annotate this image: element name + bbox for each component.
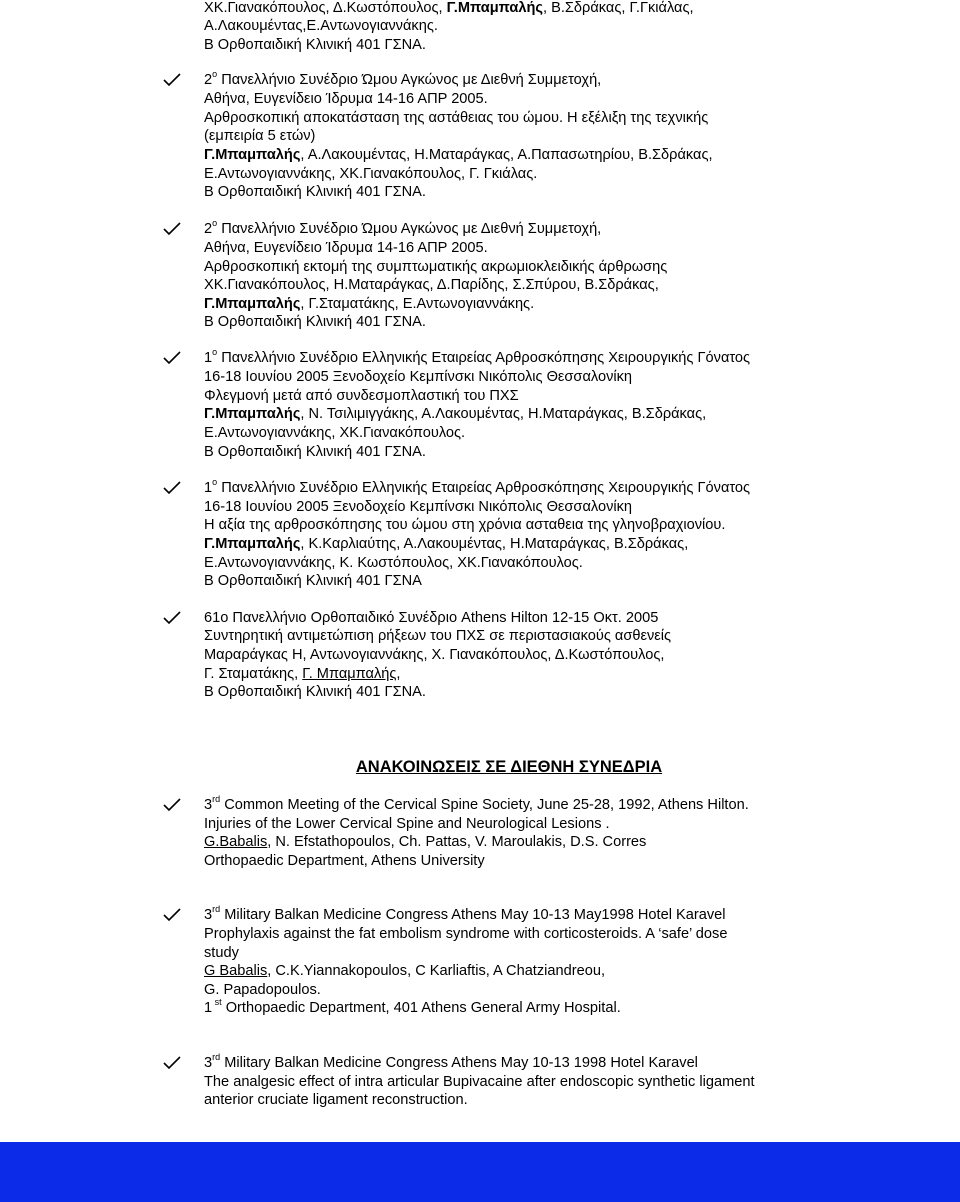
conference-name: Πανελλήνιο Συνέδριο Ώμου Αγκώνος με Διεθνή Συμμετοχή, xyxy=(217,72,602,88)
entry-5-line-3: Μαραράγκας Η, Αντωνογιαννάκης, Χ. Γιανακόπουλος, Δ.Κωστόπουλος, xyxy=(204,647,665,663)
ordinal-number: 1 xyxy=(204,480,213,496)
checkmark-icon xyxy=(162,610,184,628)
entry-5-line-5: Β Ορθοπαιδική Κλινική 401 ΓΣΝΑ. xyxy=(204,684,426,700)
entry-3-line-2: 16-18 Ιουνίου 2005 Ξενοδοχείο Κεμπίνσκι Νικόπολις Θεσσαλονίκη xyxy=(204,369,633,385)
authors-text: , N. Efstathopoulos, Ch. Pattas, V. Maroulakis, D.S. Corres xyxy=(267,834,647,850)
intl-3-line-2: The analgesic effect of intra articular Bupivacaine after endoscopic synthetic ligament xyxy=(204,1074,755,1090)
ordinal-number: 3 xyxy=(204,1055,213,1071)
footer-bar xyxy=(0,1142,960,1202)
ordinal-number: 3 xyxy=(204,797,213,813)
highlighted-author: Γ.Μπαμπαλής xyxy=(204,406,301,422)
entry-5-line-1: 61ο Πανελλήνιο Ορθοπαιδικό Συνέδριο Athens Hilton 12-15 Οκτ. 2005 xyxy=(204,610,659,626)
intl-1-line-3 xyxy=(204,834,646,852)
highlighted-author: G Babalis xyxy=(204,963,268,979)
entry-4-line-3: Η αξία της αρθροσκόπησης του ώμου στη χρόνια ασταθεια της γληνοβραχιονίου. xyxy=(204,517,726,533)
highlighted-author: Γ.Μπαμπαλής xyxy=(446,0,543,16)
intl-2-line-4 xyxy=(204,963,605,981)
entry-1-line-7: Β Ορθοπαιδική Κλινική 401 ΓΣΝΑ. xyxy=(204,184,426,200)
ordinal-suffix: ο xyxy=(212,477,218,488)
entry-3-line-6: Β Ορθοπαιδική Κλινική 401 ΓΣΝΑ. xyxy=(204,444,426,460)
entry-3-line-4 xyxy=(204,406,706,424)
top-line-2: Α.Λακουμέντας,Ε.Αντωνογιαννάκης. xyxy=(204,18,438,34)
ordinal-suffix: rd xyxy=(212,1052,221,1063)
entry-1-line-5 xyxy=(204,147,713,165)
highlighted-author: Γ. Μπαμπαλής xyxy=(302,666,397,682)
highlighted-author: Γ.Μπαμπαλής xyxy=(204,296,301,312)
entry-3-line-5: Ε.Αντωνογιαννάκης, ΧΚ.Γιανακόπουλος. xyxy=(204,425,466,441)
intl-1-line-1 xyxy=(204,794,749,815)
conference-name: Πανελλήνιο Συνέδριο Ελληνικής Εταιρείας Αρθροσκόπησης Χειρουργικής Γόνατος xyxy=(217,480,751,496)
intl-1-line-4: Orthopaedic Department, Athens University xyxy=(204,853,485,869)
ordinal-suffix: rd xyxy=(212,904,221,915)
checkmark-icon xyxy=(162,907,184,925)
entry-5-line-2: Συντηρητική αντιμετώπιση ρήξεων του ΠΧΣ σε περιστασιακούς ασθενείς xyxy=(204,628,672,644)
authors-text: Γ. Σταματάκης, xyxy=(204,666,303,682)
conference-name: Πανελλήνιο Συνέδριο Ώμου Αγκώνος με Διεθνή Συμμετοχή, xyxy=(217,221,602,237)
entry-3-line-3: Φλεγμονή μετά από συνδεσμοπλαστική του ΠΧΣ xyxy=(204,388,519,404)
entry-2-line-3: Αρθροσκοπική εκτομή της συμπτωματικής ακρωμιοκλειδικής άρθρωσης xyxy=(204,259,668,275)
highlighted-author: Γ.Μπαμπαλής xyxy=(204,147,301,163)
checkmark-icon xyxy=(162,350,184,368)
intl-3-line-1 xyxy=(204,1052,698,1073)
ordinal-suffix: rd xyxy=(212,794,221,805)
entry-1-line-2: Αθήνα, Ευγενίδειο Ίδρυμα 14-16 ΑΠΡ 2005. xyxy=(204,91,488,107)
entry-4-line-6: Β Ορθοπαιδική Κλινική 401 ΓΣΝΑ xyxy=(204,573,422,589)
top-line-3: Β Ορθοπαιδική Κλινική 401 ΓΣΝΑ. xyxy=(204,37,426,53)
entry-2-line-2: Αθήνα, Ευγενίδειο Ίδρυμα 14-16 ΑΠΡ 2005. xyxy=(204,240,488,256)
checkmark-icon xyxy=(162,72,184,90)
entry-1-line-3: Αρθροσκοπική αποκατάσταση της αστάθειας του ώμου. Η εξέλιξη της τεχνικής xyxy=(204,110,709,126)
checkmark-icon xyxy=(162,1055,184,1073)
authors-text: , xyxy=(396,666,401,682)
intl-3-line-3: anterior cruciate ligament reconstruction. xyxy=(204,1092,468,1108)
entry-4-line-1 xyxy=(204,477,751,498)
authors-text: , Β.Σδράκας, Γ.Γκιάλας, xyxy=(543,0,694,16)
entry-2-line-1 xyxy=(204,218,602,239)
intl-2-line-3: study xyxy=(204,945,239,961)
ordinal-suffix: o xyxy=(212,218,218,229)
entry-4-line-5: Ε.Αντωνογιαννάκης, Κ. Κωστόπουλος, ΧΚ.Γιανακόπουλος. xyxy=(204,555,583,571)
ordinal-suffix: o xyxy=(212,69,218,80)
conference-name: Πανελλήνιο Συνέδριο Ελληνικής Εταιρείας Αρθροσκόπησης Χειρουργικής Γόνατος xyxy=(217,350,751,366)
section-heading: ΑΝΑΚΟΙΝΩΣΕΙΣ ΣΕ ΔΙΕΘΝΗ ΣΥΝΕΔΡΙΑ xyxy=(355,758,663,776)
entry-4-line-4 xyxy=(204,536,688,554)
top-line-1 xyxy=(204,0,694,18)
authors-text: , C.K.Yiannakopoulos, C Karliaftis, A Chatziandreou, xyxy=(267,963,606,979)
authors-text: ΧΚ.Γιανακόπουλος, Δ.Κωστόπουλος, xyxy=(204,0,447,16)
ordinal-number: 1 xyxy=(204,1000,213,1016)
intl-2-line-6 xyxy=(204,997,621,1018)
entry-2-line-5 xyxy=(204,296,534,314)
intl-2-line-5: G. Papadopoulos. xyxy=(204,982,321,998)
ordinal-number: 2 xyxy=(204,72,213,88)
highlighted-author: Γ.Μπαμπαλής xyxy=(204,536,301,552)
conference-name: Common Meeting of the Cervical Spine Society, June 25-28, 1992, Athens Hilton. xyxy=(220,797,749,813)
entry-1-line-4: (εμπειρία 5 ετών) xyxy=(204,128,316,144)
ordinal-number: 3 xyxy=(204,907,213,923)
intl-1-line-2: Injuries of the Lower Cervical Spine and Neurological Lesions . xyxy=(204,816,610,832)
entry-5-line-4 xyxy=(204,666,400,684)
authors-text: , Γ.Σταματάκης, Ε.Αντωνογιαννάκης. xyxy=(300,296,535,312)
entry-2-line-6: Β Ορθοπαιδική Κλινική 401 ΓΣΝΑ. xyxy=(204,314,426,330)
checkmark-icon xyxy=(162,480,184,498)
ordinal-suffix: st xyxy=(212,997,222,1008)
ordinal-number: 1 xyxy=(204,350,213,366)
department-name: Orthopaedic Department, 401 Athens General Army Hospital. xyxy=(221,1000,621,1016)
checkmark-icon xyxy=(162,221,184,239)
ordinal-number: 2 xyxy=(204,221,213,237)
authors-text: , Κ.Καρλιαύτης, Α.Λακουμέντας, Η.Ματαράγκας, Β.Σδράκας, xyxy=(300,536,689,552)
authors-text: , Ν. Τσιλιμιγγάκης, Α.Λακουμέντας, Η.Ματαράγκας, Β.Σδράκας, xyxy=(300,406,707,422)
entry-3-line-1 xyxy=(204,347,751,368)
highlighted-author: G.Babalis xyxy=(204,834,268,850)
entry-1-line-1 xyxy=(204,69,602,90)
intl-2-line-2: Prophylaxis against the fat embolism syndrome with corticosteroids. A ‘safe’ dose xyxy=(204,926,728,942)
entry-2-line-4: ΧΚ.Γιανακόπουλος, Η.Ματαράγκας, Δ.Παρίδης, Σ.Σπύρου, Β.Σδράκας, xyxy=(204,277,659,293)
authors-text: , Α.Λακουμέντας, Η.Ματαράγκας, Α.Παπασωτηρίου, Β.Σδράκας, xyxy=(300,147,713,163)
entry-1-line-6: Ε.Αντωνογιαννάκης, ΧΚ.Γιανακόπουλος, Γ. Γκιάλας. xyxy=(204,166,538,182)
intl-2-line-1 xyxy=(204,904,726,925)
ordinal-suffix: ο xyxy=(212,347,218,358)
checkmark-icon xyxy=(162,797,184,815)
entry-4-line-2: 16-18 Ιουνίου 2005 Ξενοδοχείο Κεμπίνσκι Νικόπολις Θεσσαλονίκη xyxy=(204,499,633,515)
conference-name: Military Balkan Medicine Congress Athens May 10-13 1998 Hotel Karavel xyxy=(220,1055,698,1071)
conference-name: Military Balkan Medicine Congress Athens May 10-13 May1998 Hotel Karavel xyxy=(220,907,726,923)
